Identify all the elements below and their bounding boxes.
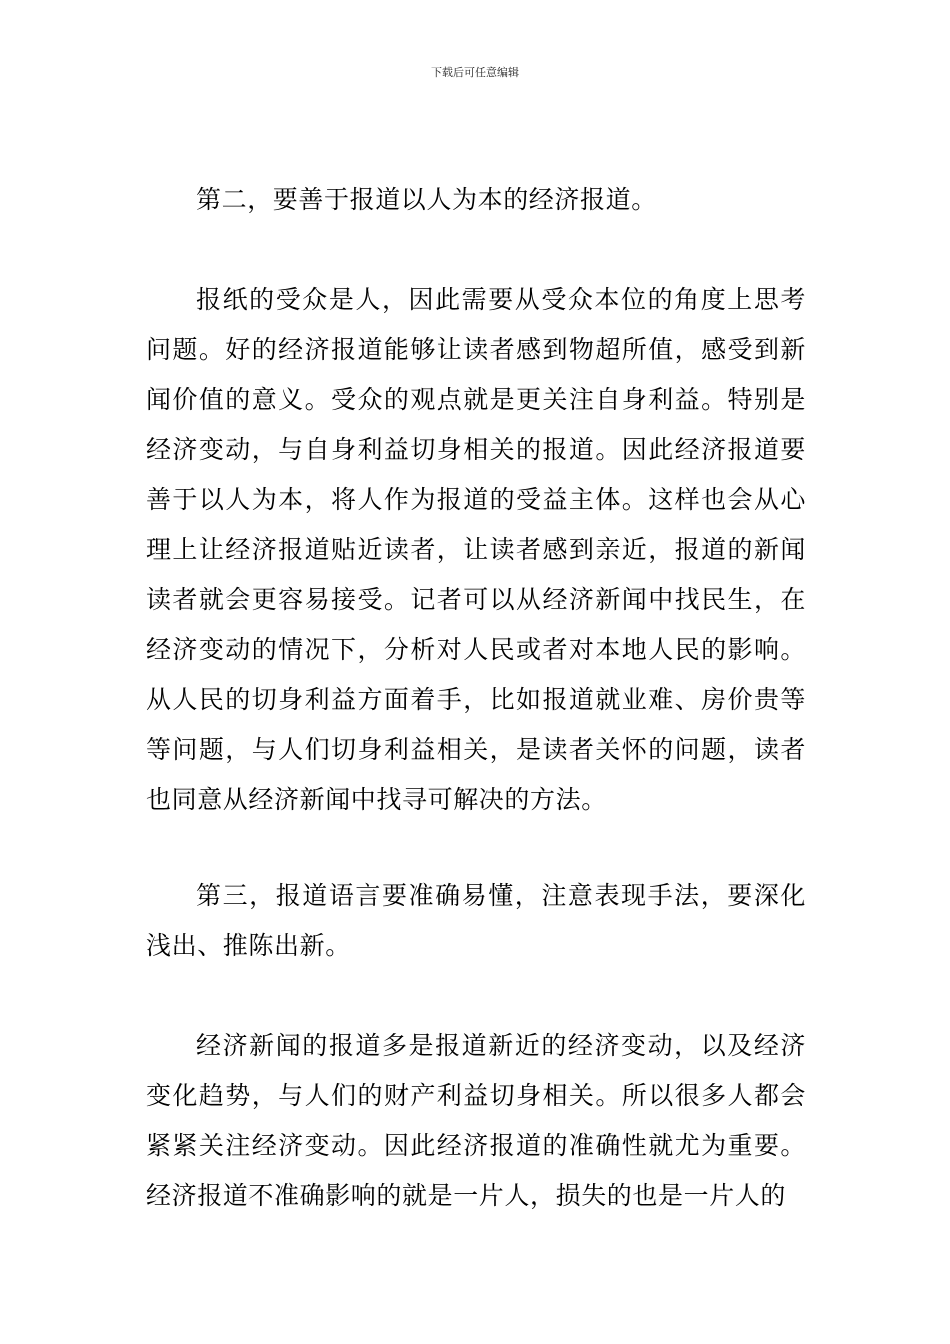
page-header-note: 下载后可任意编辑 [431, 66, 519, 79]
body-paragraph: 报纸的受众是人，因此需要从受众本位的角度上思考问题。好的经济报道能够让读者感到物超所值，感受到新闻价值的意义。受众的观点就是更关注自身利益。特别是经济变动，与自身利益切身相关的报道。因此经济报道要善于以人为本，将人作为报道的受益主体。这样也会从心理上让经济报道贴近读者，让读者感到亲近，报道的新闻读者就会更容易接受。记者可以从经济新闻中找民生，在经济变动的情况下，分析对人民或者对本地人民的影响。从人民的切身利益方面着手，比如报道就业难、房价贵等等问题，与人们切身利益相关，是读者关怀的问题，读者也同意从经济新闻中找寻可解决的方法。 [146, 285, 806, 814]
section-heading-third: 第三，报道语言要准确易懂，注意表现手法，要深化浅出、推陈出新。 [146, 881, 806, 960]
body-paragraph: 经济新闻的报道多是报道新近的经济变动，以及经济变化趋势，与人们的财产利益切身相关。所以很多人都会紧紧关注经济变动。因此经济报道的准确性就尤为重要。经济报道不准确影响的就是一片人，损失的也是一片人的 [146, 1031, 806, 1210]
section-heading-second: 第二，要善于报道以人为本的经济报道。 [196, 185, 657, 214]
